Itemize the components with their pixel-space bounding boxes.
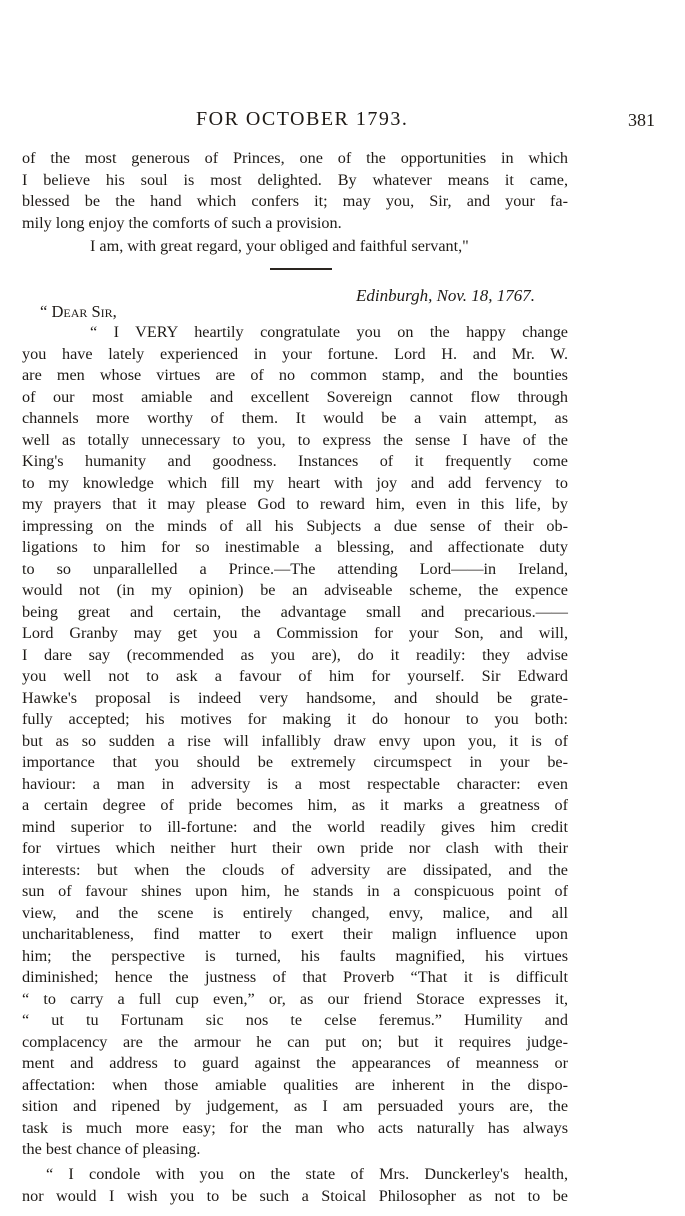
text-line: importance that you should be extremely circumspect in your be- <box>22 753 568 771</box>
text-line: task is much more easy; for the man who acts naturally has always <box>22 1118 568 1137</box>
text-line: “ to carry a full cup even,” or, as our friend Storace expresses it, <box>22 989 568 1008</box>
text-line: affectation: when those amiable qualities are inherent in the dispo- <box>22 1075 568 1094</box>
text-line: but as so sudden a rise will infallibly draw envy upon you, it is of <box>22 731 568 750</box>
text-line: Hawke's proposal is indeed very handsome, and should be grate- <box>22 688 568 707</box>
text-line: uncharitableness, find matter to exert their malign influence upon <box>22 925 568 943</box>
text-line: my prayers that it may please God to reward him, even in this life, by <box>22 495 568 513</box>
page-header <box>0 108 685 138</box>
text-line: to so unparallelled a Prince.—The attending Lord——in Ireland, <box>22 559 568 578</box>
letter-signoff: I am, with great regard, your obliged and faithful servant," <box>90 237 469 255</box>
text-line: him; the perspective is turned, his faults magnified, his virtues <box>22 946 568 965</box>
closing-letter-text <box>22 148 568 258</box>
text-line: mind superior to ill-fortune: and the world readily gives him credit <box>22 817 568 836</box>
text-line: complacency are the armour he can put on; but it requires judge- <box>22 1032 568 1051</box>
text-line: view, and the scene is entirely changed, envy, malice, and all <box>22 903 568 922</box>
letter-dateline: Edinburgh, Nov. 18, 1767. <box>356 286 535 305</box>
text-line: nor would I wish you to be such a Stoical Philosopher as not to be <box>22 1186 568 1205</box>
text-line: “ ut tu Fortunam sic nos te celse feremus.” Humility and <box>22 1011 568 1029</box>
text-line: interests: but when the clouds of adversity are dissipated, and the <box>22 860 568 879</box>
text-line: I believe his soul is most delighted. By whatever means it came, <box>22 170 568 189</box>
text-line: King's humanity and goodness. Instances of it frequently come <box>22 452 568 470</box>
text-line: ment and address to guard against the appearances of meanness or <box>22 1054 568 1072</box>
text-line: sition and ripened by judgement, as I am persuaded yours are, the <box>22 1097 568 1115</box>
text-line: channels more worthy of them. It would be a vain attempt, as <box>22 409 568 427</box>
text-line: fully accepted; his motives for making it do honour to you both: <box>22 710 568 728</box>
text-line: a certain degree of pride becomes him, as it marks a greatness of <box>22 796 568 814</box>
text-line: to my knowledge which fill my heart with joy and add fervency to <box>22 473 568 492</box>
text-line: for virtues which neither hurt their own pride nor clash with their <box>22 839 568 857</box>
text-line: blessed be the hand which confers it; may you, Sir, and your fa- <box>22 192 568 210</box>
text-line: “ I condole with you on the state of Mrs. Dunckerley's health, <box>46 1165 568 1183</box>
text-line: “ I VERY heartily congratulate you on the happy change <box>90 323 568 341</box>
text-line: you have lately experienced in your fortune. Lord H. and Mr. W. <box>22 344 568 363</box>
letter-final-paragraph <box>22 1164 568 1207</box>
text-line: haviour: a man in adversity is a most respectable character: even <box>22 774 568 793</box>
text-line: Lord Granby may get you a Commission for your Son, and will, <box>22 624 568 642</box>
text-line: impressing on the minds of all his Subjects a due sense of their ob- <box>22 516 568 535</box>
page-number: 381 <box>628 110 655 130</box>
text-line: of our most amiable and excellent Sovereign cannot flow through <box>22 387 568 406</box>
section-divider <box>270 268 332 270</box>
text-line: are men whose virtues are of no common stamp, and the bounties <box>22 366 568 384</box>
text-line: well as totally unnecessary to you, to express the sense I have of the <box>22 430 568 449</box>
running-head: FOR OCTOBER 1793. <box>196 108 409 130</box>
text-line: being great and certain, the advantage small and precarious.—— <box>22 602 568 621</box>
letter-salutation: “ Dear Sir, <box>40 302 117 321</box>
text-line: of the most generous of Princes, one of the opportunities in which <box>22 149 568 167</box>
text-line: you well not to ask a favour of him for yourself. Sir Edward <box>22 667 568 685</box>
text-line: would not (in my opinion) be an adviseable scheme, the expence <box>22 581 568 599</box>
text-line: I dare say (recommended as you are), do it readily: they advise <box>22 645 568 664</box>
text-line: sun of favour shines upon him, he stands in a conspicuous point of <box>22 882 568 900</box>
text-line: diminished; hence the justness of that Proverb “That it is difficult <box>22 968 568 986</box>
letter-body <box>22 322 568 1161</box>
text-line: the best chance of pleasing. <box>22 1140 201 1158</box>
text-line: mily long enjoy the comforts of such a provision. <box>22 213 342 232</box>
text-line: ligations to him for so inestimable a blessing, and affectionate duty <box>22 538 568 556</box>
